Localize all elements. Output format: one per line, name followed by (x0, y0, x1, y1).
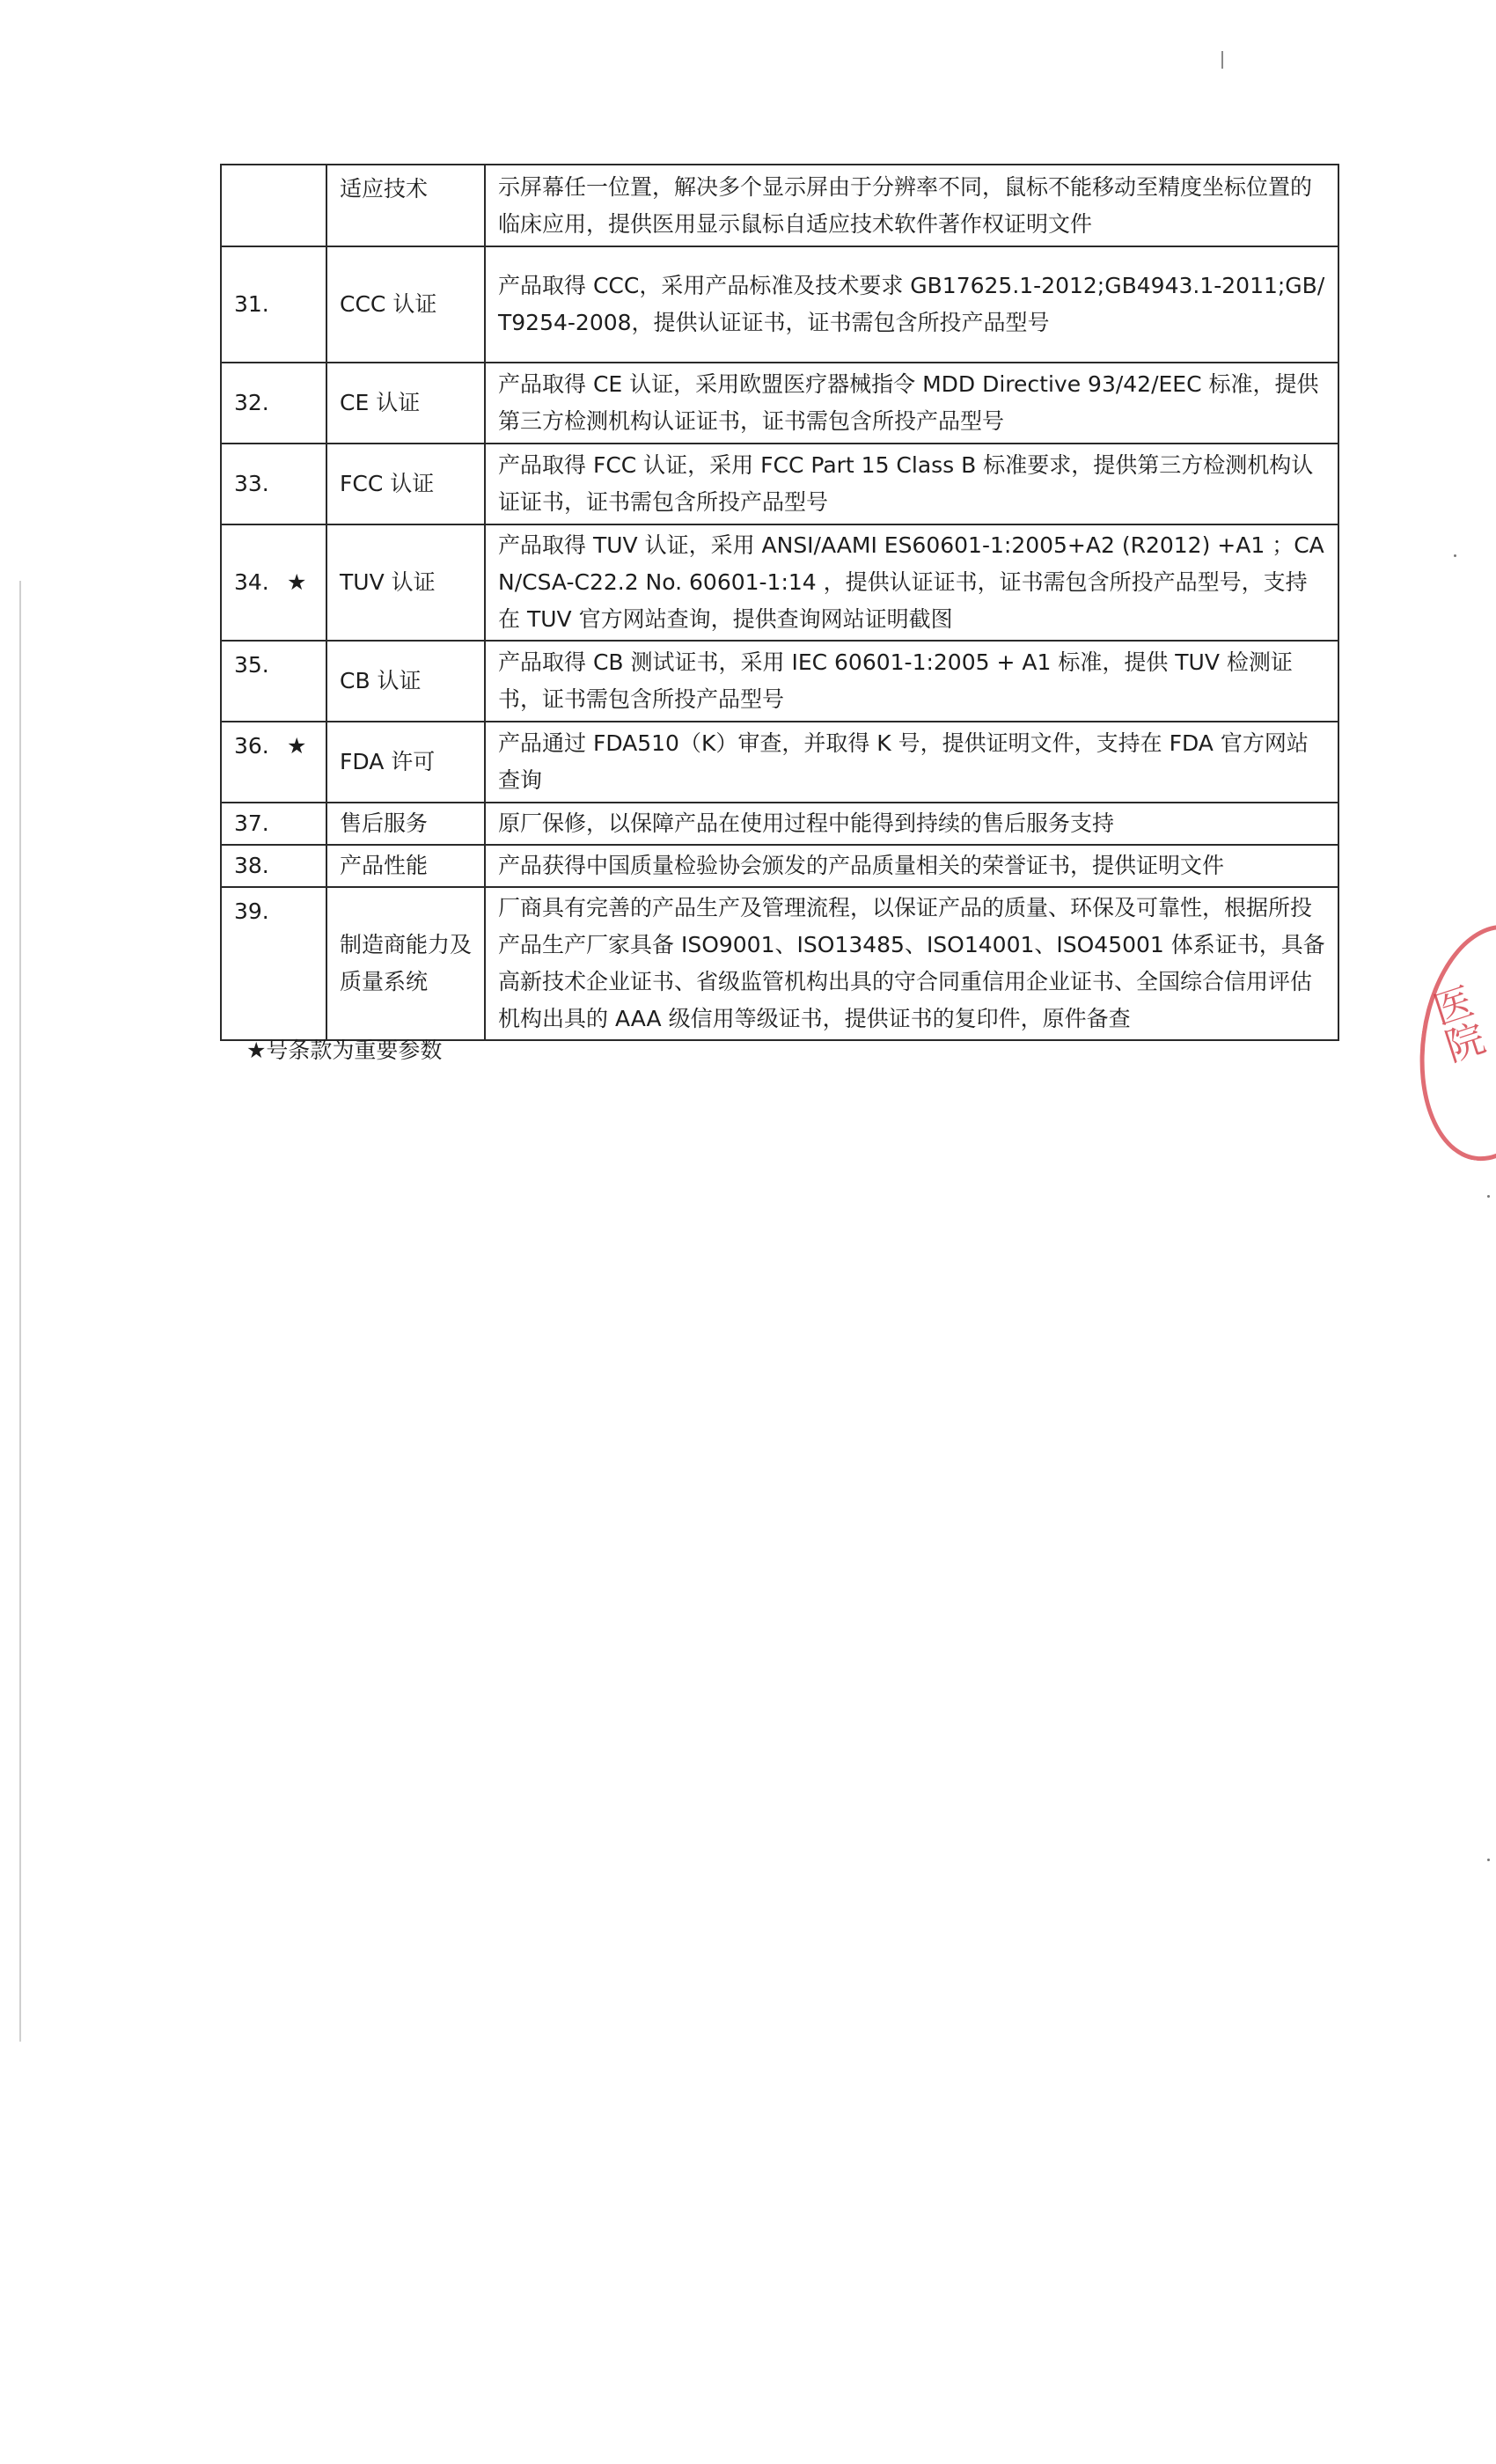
row-number-cell (221, 165, 326, 246)
row-number: 31. (234, 291, 269, 317)
item-requirement-cell: 产品通过 FDA510（K）审查，并取得 K 号，提供证明文件，支持在 FDA 官方网站查询 (485, 722, 1338, 803)
spec-table-body (221, 165, 1338, 1040)
scan-dot (1487, 1195, 1490, 1198)
item-requirement-cell: 产品取得 CE 认证，采用欧盟医疗器械指令 MDD Directive 93/42/EEC 标准，提供第三方检测机构认证证书，证书需包含所投产品型号 (485, 363, 1338, 444)
red-seal-stamp-text: 医院 (1421, 980, 1489, 1068)
item-requirement-cell: 产品取得 CB 测试证书，采用 IEC 60601-1:2005 + A1 标准，提供 TUV 检测证书，证书需包含所投产品型号 (485, 641, 1338, 722)
row-number-cell (221, 246, 326, 363)
row-number: 36. (234, 733, 269, 759)
table-row (221, 165, 1338, 246)
row-number-cell (221, 722, 326, 803)
item-requirement-cell: 原厂保修，以保障产品在使用过程中能得到持续的售后服务支持 (485, 803, 1338, 845)
footnote: ★号条款为重要参数 (246, 1038, 443, 1063)
table-row (221, 246, 1338, 363)
item-name-cell: 产品性能 (326, 845, 485, 887)
row-number: 35. (234, 652, 269, 678)
row-number-cell (221, 524, 326, 641)
table-row (221, 722, 1338, 803)
table-row (221, 641, 1338, 722)
item-requirement-cell: 产品取得 CCC，采用产品标准及技术要求 GB17625.1-2012;GB4943.1-2011;GB/T9254-2008，提供认证证书，证书需包含所投产品型号 (485, 246, 1338, 363)
row-number: 38. (234, 853, 269, 878)
item-requirement-cell: 厂商具有完善的产品生产及管理流程，以保证产品的质量、环保及可靠性，根据所投产品生产厂家具备 ISO9001、ISO13485、ISO14001、ISO45001 体系证书，具备高新技术企业证书、省级监管机构出具的守合同重信用企业证书、全国综合信用评估机构出具的 AAA 级信用等级证书，提供证书的复印件，原件备查 (485, 887, 1338, 1040)
table-row (221, 887, 1338, 1040)
row-number-cell (221, 444, 326, 524)
item-name-cell: 制造商能力及质量系统 (326, 887, 485, 1040)
item-requirement-cell: 示屏幕任一位置，解决多个显示屏由于分辨率不同，鼠标不能移动至精度坐标位置的临床应用，提供医用显示鼠标自适应技术软件著作权证明文件 (485, 165, 1338, 246)
item-name-cell: FCC 认证 (326, 444, 485, 524)
row-number: 33. (234, 471, 269, 496)
row-number: 34. (234, 569, 269, 595)
important-star-icon: ★ (287, 733, 307, 759)
item-name-cell: CE 认证 (326, 363, 485, 444)
table-row (221, 803, 1338, 845)
item-requirement-cell: 产品获得中国质量检验协会颁发的产品质量相关的荣誉证书，提供证明文件 (485, 845, 1338, 887)
important-star-icon: ★ (287, 569, 307, 595)
table-row (221, 363, 1338, 444)
row-number-cell (221, 803, 326, 845)
item-name-cell: CCC 认证 (326, 246, 485, 363)
row-number: 39. (234, 898, 269, 924)
scan-dot (1454, 554, 1456, 557)
table-row (221, 444, 1338, 524)
item-requirement-cell: 产品取得 TUV 认证，采用 ANSI/AAMI ES60601-1:2005+A2 (R2012) +A1 ；CAN/CSA-C22.2 No. 60601-1:14 ，提供认证证书，证书需包含所投产品型号，支持在 TUV 官方网站查询，提供查询网站证明截图 (485, 524, 1338, 641)
item-name-cell: 售后服务 (326, 803, 485, 845)
row-number-cell (221, 845, 326, 887)
table-row (221, 845, 1338, 887)
table-row (221, 524, 1338, 641)
row-number: 32. (234, 390, 269, 415)
row-number: 37. (234, 810, 269, 836)
scan-edge-mark (19, 581, 21, 2042)
row-number-cell (221, 363, 326, 444)
row-number-cell (221, 887, 326, 1040)
scan-dot (1487, 1859, 1490, 1861)
item-name-cell: 适应技术 (326, 165, 485, 246)
item-name-cell: CB 认证 (326, 641, 485, 722)
item-name-cell: FDA 许可 (326, 722, 485, 803)
spec-table (220, 164, 1339, 1041)
item-requirement-cell: 产品取得 FCC 认证，采用 FCC Part 15 Class B 标准要求，提供第三方检测机构认证证书，证书需包含所投产品型号 (485, 444, 1338, 524)
scan-edge-mark (1221, 51, 1223, 69)
row-number-cell (221, 641, 326, 722)
item-name-cell: TUV 认证 (326, 524, 485, 641)
